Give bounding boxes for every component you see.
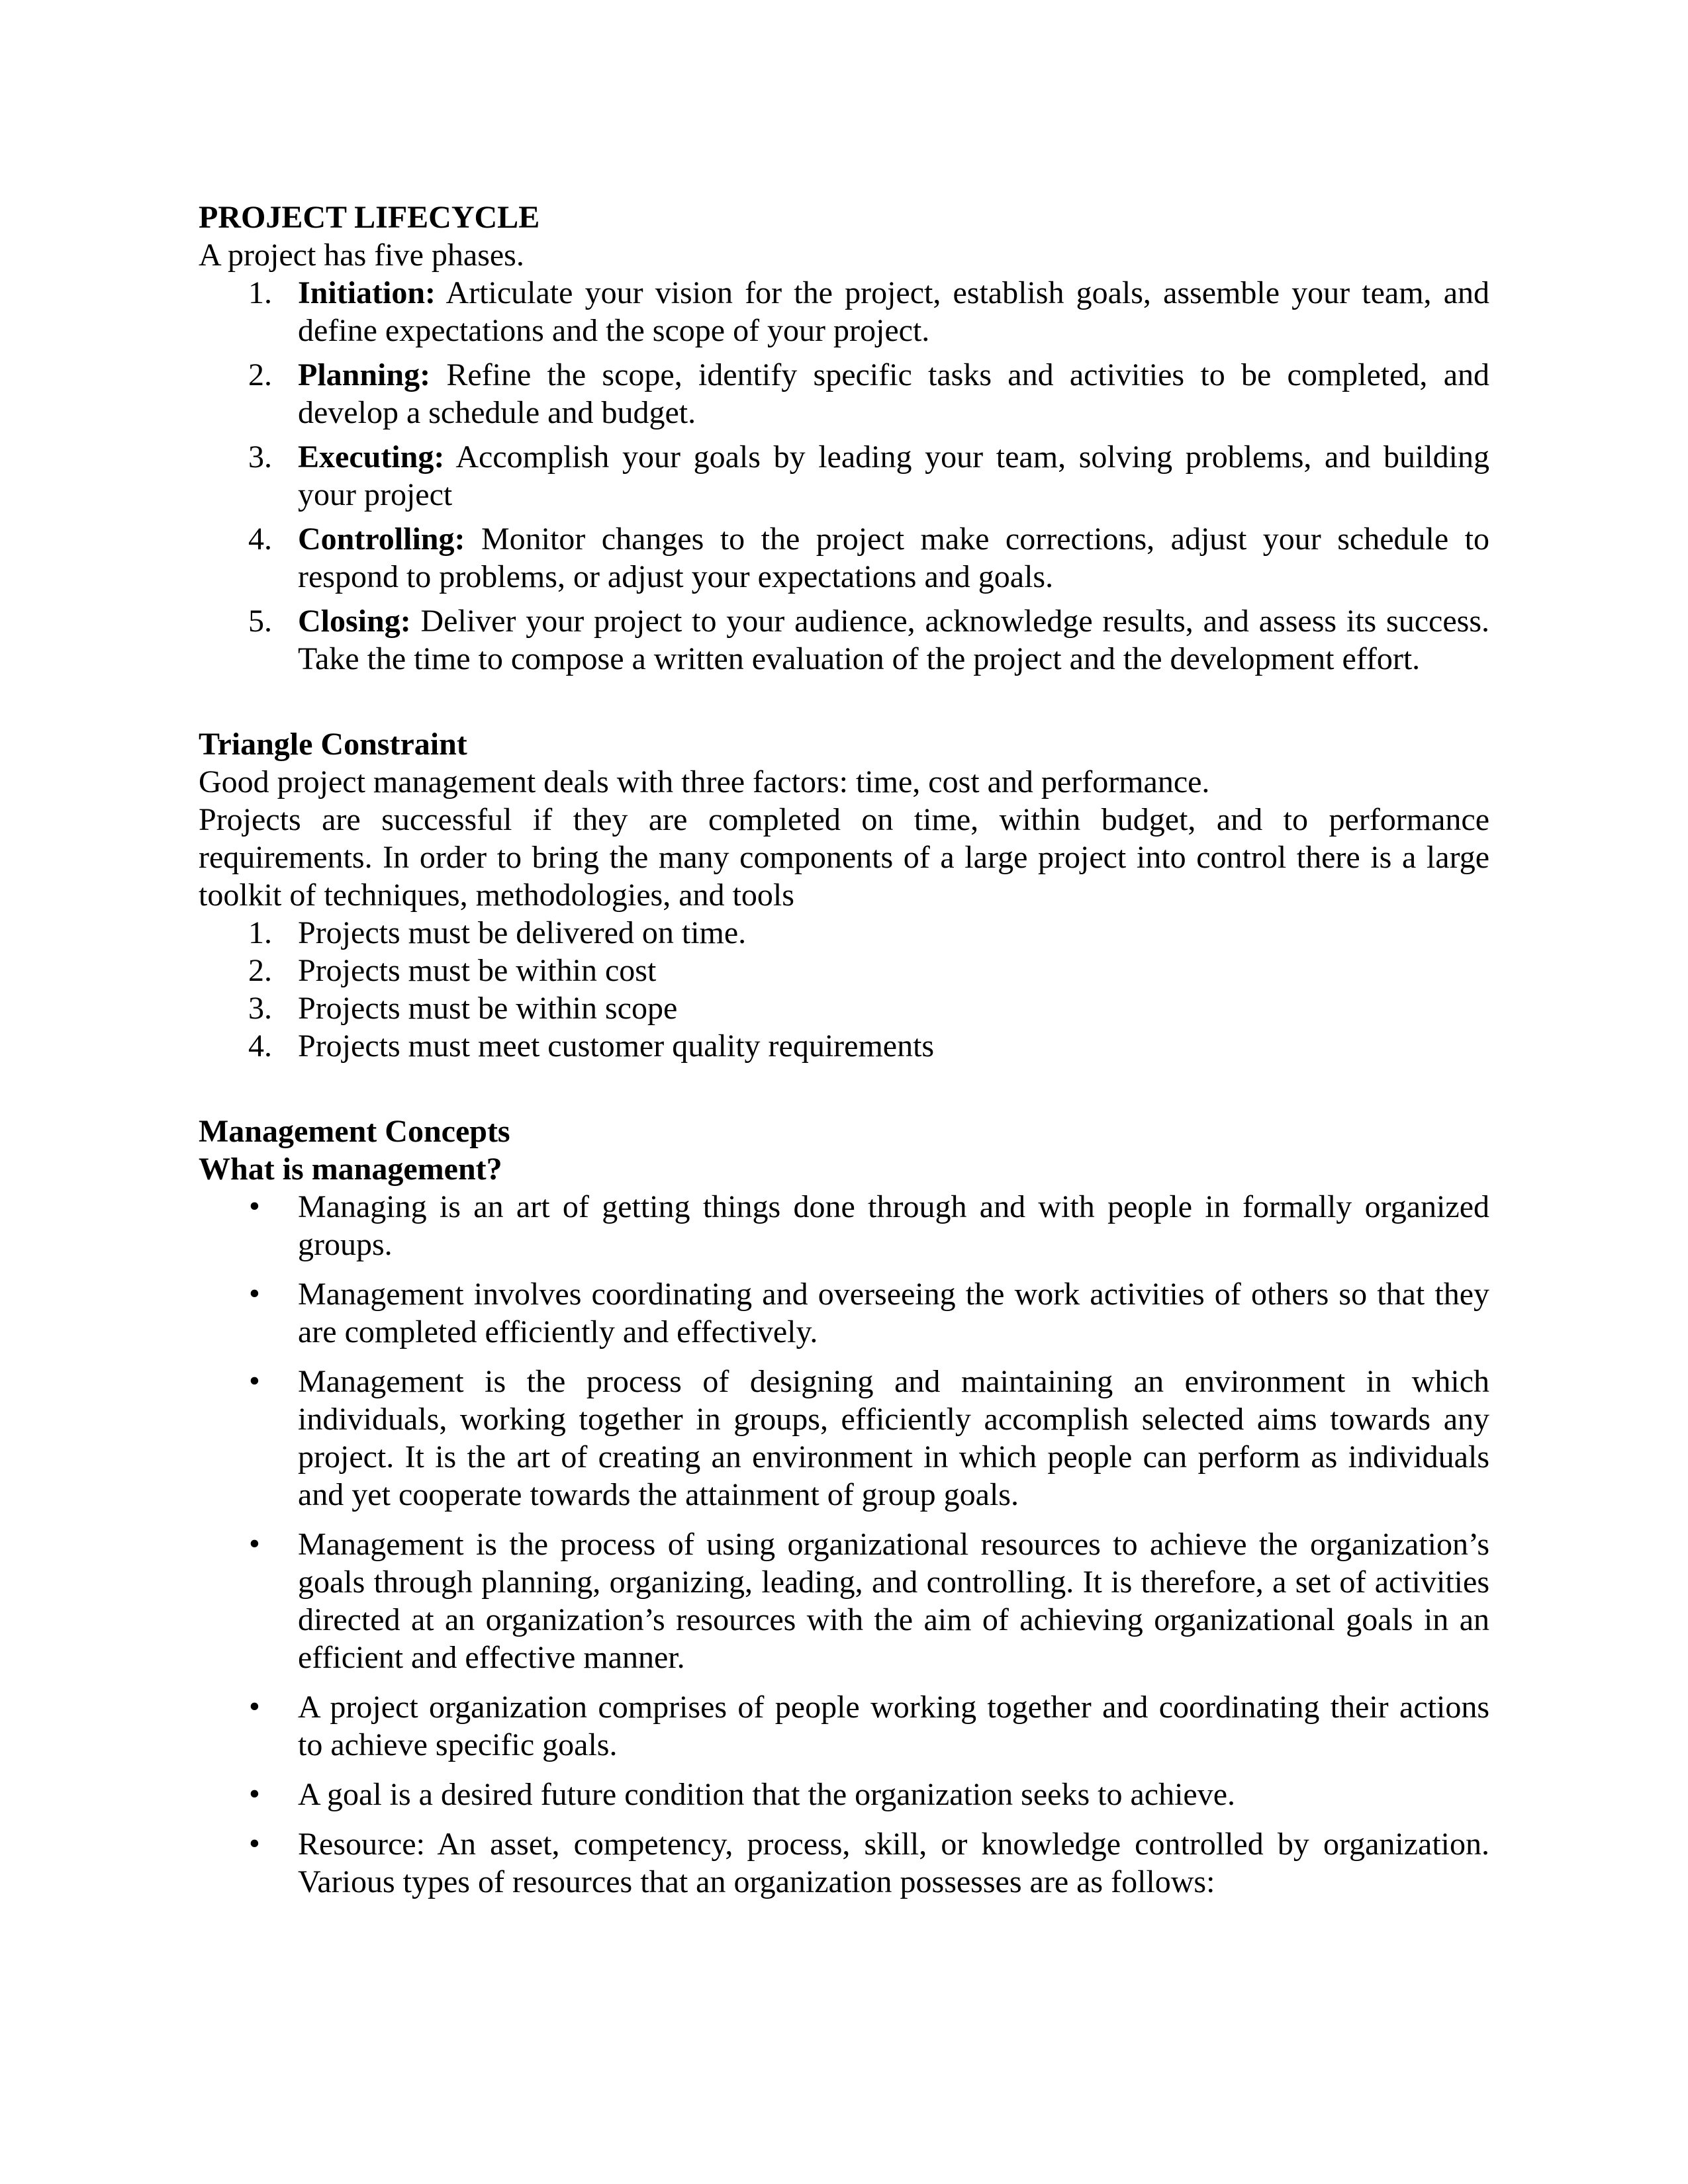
project-phases-list (199, 274, 1489, 678)
list-item (199, 602, 1489, 678)
bullet-icon: • (249, 1189, 260, 1224)
bullet-text: Managing is an art of getting things done through and with people in formally organized groups. (298, 1189, 1489, 1262)
constraint-text: Projects must be within scope (298, 991, 678, 1026)
list-item (199, 274, 1489, 349)
bullet-text: Management is the process of designing and maintaining an environment in which individuals, working together in groups, efficiently accomplish selected aims towards any project. It is the art of creating an environment in which people can perform as individuals and yet cooperate towards the attainment of group goals. (298, 1364, 1489, 1512)
management-bullet-list (199, 1188, 1489, 1901)
list-item (199, 1825, 1489, 1901)
subheading-what-is-management: What is management? (199, 1152, 502, 1187)
list-number: 3. (248, 991, 272, 1026)
section-heading-triangle-constraint: Triangle Constraint (199, 727, 467, 762)
phase-name: Planning: (298, 357, 431, 392)
list-item (199, 1275, 1489, 1351)
list-item (199, 914, 1489, 952)
phase-name: Initiation: (298, 275, 436, 310)
phase-description: Deliver your project to your audience, acknowledge results, and assess its success. Take the time to compose a written evaluation of the project and the development effort. (298, 604, 1489, 676)
constraint-text: Projects must meet customer quality requirements (298, 1028, 935, 1064)
constraint-text: Projects must be within cost (298, 953, 657, 988)
list-number: 5. (248, 604, 272, 639)
list-number: 2. (248, 357, 272, 392)
list-number: 1. (248, 275, 272, 310)
bullet-icon: • (249, 1689, 260, 1724)
list-item (199, 1776, 1489, 1813)
list-item (199, 356, 1489, 432)
list-item (199, 438, 1489, 514)
bullet-icon: • (249, 1526, 260, 1561)
list-item (199, 1027, 1489, 1065)
list-number: 4. (248, 1028, 272, 1064)
list-item (199, 989, 1489, 1027)
section-heading-management-concepts: Management Concepts (199, 1114, 510, 1149)
list-item (199, 520, 1489, 596)
list-number: 3. (248, 439, 272, 475)
triangle-paragraph-1: Good project management deals with three factors: time, cost and performance. (199, 764, 1210, 799)
list-number: 1. (248, 915, 272, 950)
phase-name: Executing: (298, 439, 445, 475)
phase-description: Refine the scope, identify specific tasks and activities to be completed, and develop a schedule and budget. (298, 357, 1489, 430)
triangle-paragraph-2: Projects are successful if they are completed on time, within budget, and to performance requirements. In order to bring the many components of a large project into control there is a large toolkit of techniques, methodologies, and tools (199, 802, 1489, 913)
bullet-icon: • (249, 1276, 260, 1311)
list-item (199, 1688, 1489, 1764)
phase-description: Accomplish your goals by leading your team, solving problems, and building your project (298, 439, 1489, 512)
bullet-icon: • (249, 1363, 260, 1398)
phase-description: Monitor changes to the project make corrections, adjust your schedule to respond to problems, or adjust your expectations and goals. (298, 522, 1489, 594)
list-item (199, 1525, 1489, 1676)
constraints-list (199, 914, 1489, 1065)
lifecycle-intro: A project has five phases. (199, 238, 524, 273)
constraint-text: Projects must be delivered on time. (298, 915, 747, 950)
bullet-text: Management involves coordinating and overseeing the work activities of others so that they are completed efficiently and effectively. (298, 1277, 1489, 1349)
bullet-text: A goal is a desired future condition that the organization seeks to achieve. (298, 1777, 1236, 1812)
list-number: 4. (248, 522, 272, 557)
list-number: 2. (248, 953, 272, 988)
section-heading-project-lifecycle: PROJECT LIFECYCLE (199, 200, 540, 235)
bullet-icon: • (249, 1776, 260, 1811)
phase-description: Articulate your vision for the project, establish goals, assemble your team, and define expectations and the scope of your project. (298, 275, 1489, 348)
bullet-text: Management is the process of using organizational resources to achieve the organization’s goals through planning, organizing, leading, and controlling. It is therefore, a set of activities directed at an organization’s resources with the aim of achieving organizational goals in an efficient and effective manner. (298, 1527, 1489, 1675)
bullet-text: A project organization comprises of people working together and coordinating their actions to achieve specific goals. (298, 1690, 1489, 1762)
list-item (199, 1188, 1489, 1263)
phase-name: Closing: (298, 604, 411, 639)
bullet-text: Resource: An asset, competency, process, skill, or knowledge controlled by organization. Various types of resources that an organization possesses are as follows: (298, 1827, 1489, 1899)
phase-name: Controlling: (298, 522, 465, 557)
list-item (199, 952, 1489, 989)
list-item (199, 1363, 1489, 1514)
document-content (199, 199, 1489, 1913)
bullet-icon: • (249, 1826, 260, 1861)
